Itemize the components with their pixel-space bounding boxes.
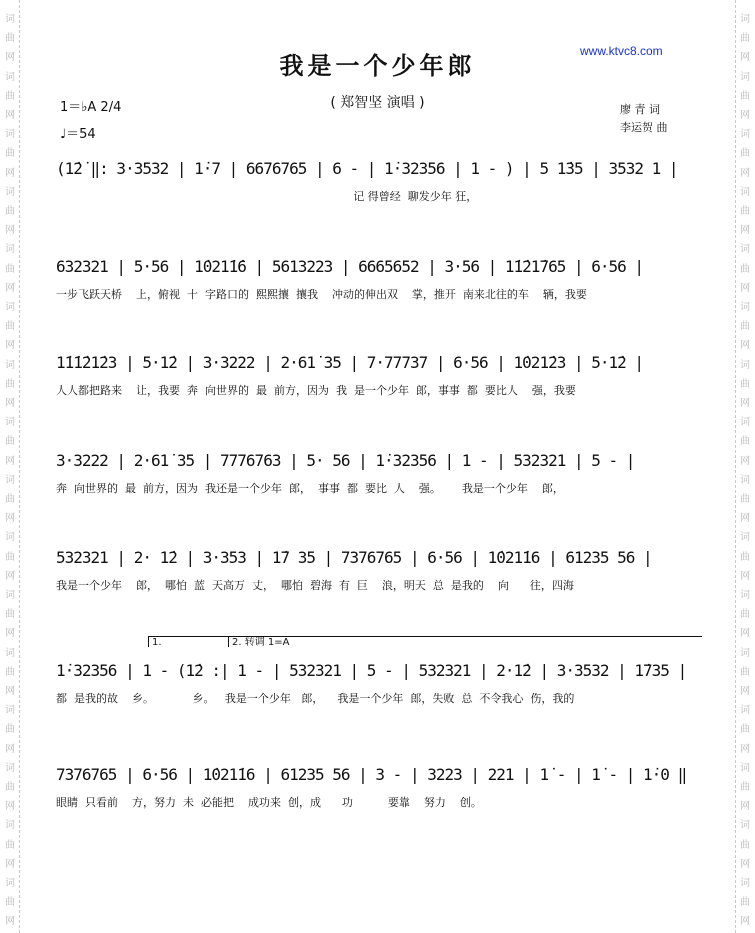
watermark-glyph: 曲: [5, 378, 15, 390]
watermark-glyph: 网: [740, 858, 750, 870]
watermark-glyph: 曲: [5, 206, 15, 217]
watermark-glyph: 词: [740, 590, 750, 601]
watermark-glyph: 曲: [5, 494, 15, 505]
watermark-glyph: 网: [740, 225, 750, 237]
watermark-glyph: 词: [740, 762, 750, 774]
watermark-glyph: 曲: [5, 666, 15, 678]
watermark-glyph: 曲: [740, 148, 750, 160]
watermark-glyph: 网: [740, 801, 750, 813]
singer-credit: ( 郑智坚 演唱 ): [330, 95, 425, 111]
watermark-glyph: 词: [740, 878, 750, 889]
notation-line: 532321 | 2· 1̇2 | 3·353 | 1̇7 35 | 7376765 | 6·56 | 1̇021̇16 | 61235 56 |: [56, 548, 652, 567]
watermark-glyph: 词: [740, 14, 750, 25]
watermark-glyph: 曲: [5, 436, 15, 448]
notation-line: (1̇2̇ ‖: 3·3532 | 1̇·7 | 6676765 | 6 - | 1̇·32356 | 1 - ) | 5 1̇35 | 3532 1 |: [56, 159, 678, 178]
watermark-glyph: 曲: [740, 436, 750, 448]
watermark-glyph: 曲: [5, 782, 15, 793]
watermark-glyph: 词: [5, 359, 15, 371]
notation-line: 1̇·32356 | 1 - (1̇2 :| 1 - | 532321 | 5 - | 532321 | 2·1̇2 | 3·3532 | 1̇735 |: [56, 661, 687, 680]
notation-line: 3·3222 | 2·61̇ 35 | 7776763 | 5· 56 | 1̇·32356 | 1 - | 532321 | 5 - |: [56, 451, 635, 470]
watermark-glyph: 词: [5, 244, 15, 256]
watermark-glyph: 词: [5, 532, 15, 544]
watermark-glyph: 曲: [740, 897, 750, 909]
watermark-glyph: 网: [5, 628, 15, 640]
watermark-glyph: 网: [740, 686, 750, 697]
watermark-glyph: 网: [740, 52, 750, 64]
volta-second-ending: 2. 转调 1=A: [228, 636, 702, 647]
watermark-glyph: 网: [740, 167, 750, 179]
lyricist-credit: 廖 青 词: [620, 103, 660, 116]
watermark-glyph: 网: [5, 686, 15, 697]
watermark-glyph: 网: [5, 398, 15, 409]
right-dashed-border: [735, 0, 736, 933]
watermark-glyph: 网: [5, 513, 15, 525]
watermark-glyph: 曲: [5, 551, 15, 563]
watermark-glyph: 词: [5, 129, 15, 141]
watermark-glyph: 词: [5, 302, 15, 313]
key-signature: 1＝♭A 2/4: [60, 100, 122, 115]
watermark-glyph: 网: [740, 110, 750, 121]
watermark-glyph: 网: [5, 52, 15, 64]
watermark-glyph: 曲: [740, 782, 750, 793]
watermark-glyph: 曲: [5, 33, 15, 45]
watermark-glyph: 网: [5, 916, 15, 928]
tempo-marking: ♩＝54: [60, 127, 96, 142]
watermark-glyph: 曲: [5, 263, 15, 275]
watermark-glyph: 网: [5, 743, 15, 755]
watermark-glyph: 词: [740, 474, 750, 486]
watermark-glyph: 词: [740, 417, 750, 429]
watermark-glyph: 网: [740, 628, 750, 640]
watermark-glyph: 词: [740, 359, 750, 371]
song-title: 我是一个少年郎: [279, 51, 476, 80]
watermark-glyph: 词: [5, 820, 15, 832]
watermark-glyph: 网: [740, 455, 750, 467]
watermark-glyph: 网: [5, 225, 15, 237]
watermark-glyph: 曲: [740, 666, 750, 678]
watermark-glyph: 曲: [5, 321, 15, 333]
notation-line: 632321 | 5·56 | 1̇021̇1̇6 | 5613223 | 6665652 | 3·56 | 1̇1̇21̇765 | 6·56 |: [56, 257, 644, 276]
watermark-glyph: 词: [5, 590, 15, 601]
lyrics-line: 奔 向世界的 最 前方，因为 我还是一个少年 郎， 事事 都 要比 人 强。 我是一个少年 郎，: [56, 482, 564, 495]
watermark-glyph: 词: [740, 647, 750, 659]
watermark-glyph: 曲: [740, 263, 750, 275]
watermark-glyph: 曲: [5, 90, 15, 102]
lyrics-line: 人人都把路来 让，我要 奔 向世界的 最 前方，因为 我 是一个少年 郎，事事 都 要比人 强，我要: [56, 384, 576, 397]
watermark-glyph: 网: [740, 398, 750, 409]
lyrics-line: 一步飞跃天桥 上，俯视 十 字路口的 熙熙攘 攘我 冲动的伸出双 掌，推开 南来北往的车 辆，我要: [56, 288, 587, 301]
watermark-glyph: 曲: [740, 378, 750, 390]
watermark-glyph: 词: [5, 647, 15, 659]
lyrics-line: 眼睛 只看前 方，努力 未 必能把 成功来 创，成 功 要靠 努力 创。: [56, 796, 482, 809]
watermark-glyph: 曲: [740, 839, 750, 851]
right-watermark: [737, 0, 753, 933]
watermark-glyph: 曲: [740, 724, 750, 736]
watermark-glyph: 曲: [5, 839, 15, 851]
notation-line: 7376765 | 6·56 | 1̇021̇16 | 61235 56 | 3 - | 3223 | 221 | 1̇ - | 1̇ - | 1̇·0 ‖: [56, 765, 687, 784]
watermark-glyph: 曲: [740, 609, 750, 621]
watermark-glyph: 词: [740, 705, 750, 717]
volta-first-ending: 1.: [148, 636, 274, 647]
watermark-glyph: 词: [5, 878, 15, 889]
watermark-glyph: 词: [5, 762, 15, 774]
watermark-glyph: 网: [5, 340, 15, 352]
watermark-glyph: 词: [740, 244, 750, 256]
watermark-glyph: 曲: [740, 321, 750, 333]
watermark-glyph: 词: [740, 302, 750, 313]
watermark-glyph: 曲: [5, 148, 15, 160]
lyrics-line: 我是一个少年 郎， 哪怕 蓝 天高万 丈， 哪怕 碧海 有 巨 浪，明天 总 是我的 向 往，四海: [56, 579, 574, 592]
watermark-glyph: 词: [5, 186, 15, 198]
watermark-glyph: 网: [5, 167, 15, 179]
left-watermark: [2, 0, 18, 933]
site-url[interactable]: www.ktvc8.com: [580, 44, 663, 58]
watermark-glyph: 曲: [740, 33, 750, 45]
watermark-glyph: 网: [5, 801, 15, 813]
watermark-glyph: 词: [740, 71, 750, 83]
composer-credit: 李运贺 曲: [620, 121, 668, 134]
watermark-glyph: 词: [5, 474, 15, 486]
watermark-glyph: 词: [5, 417, 15, 429]
watermark-glyph: 网: [5, 110, 15, 121]
left-dashed-border: [19, 0, 20, 933]
watermark-glyph: 网: [5, 282, 15, 294]
lyrics-line: 记 得曾经 聊发少年 狂，: [56, 190, 478, 203]
watermark-glyph: 词: [740, 186, 750, 198]
watermark-glyph: 曲: [740, 90, 750, 102]
watermark-glyph: 词: [5, 705, 15, 717]
watermark-glyph: 网: [740, 513, 750, 525]
watermark-glyph: 曲: [740, 206, 750, 217]
watermark-glyph: 网: [740, 282, 750, 294]
watermark-glyph: 词: [740, 820, 750, 832]
watermark-glyph: 词: [5, 14, 15, 25]
watermark-glyph: 网: [740, 340, 750, 352]
notation-line: 1̇1̇1̇21̇23 | 5·1̇2 | 3·3222 | 2·61̇ 35 | 7·77737 | 6·56 | 1̇021̇23 | 5·1̇2 |: [56, 353, 644, 372]
watermark-glyph: 网: [5, 570, 15, 582]
watermark-glyph: 网: [740, 916, 750, 928]
watermark-glyph: 曲: [5, 724, 15, 736]
watermark-glyph: 词: [740, 129, 750, 141]
watermark-glyph: 词: [740, 532, 750, 544]
watermark-glyph: 网: [740, 570, 750, 582]
watermark-glyph: 曲: [5, 897, 15, 909]
watermark-glyph: 词: [5, 71, 15, 83]
lyrics-line: 都 是我的故 乡。 乡。 我是一个少年 郎， 我是一个少年 郎，失败 总 不令我心 伤，我的: [56, 692, 575, 705]
watermark-glyph: 网: [5, 455, 15, 467]
watermark-glyph: 曲: [740, 494, 750, 505]
watermark-glyph: 曲: [5, 609, 15, 621]
watermark-glyph: 网: [740, 743, 750, 755]
watermark-glyph: 网: [5, 858, 15, 870]
watermark-glyph: 曲: [740, 551, 750, 563]
